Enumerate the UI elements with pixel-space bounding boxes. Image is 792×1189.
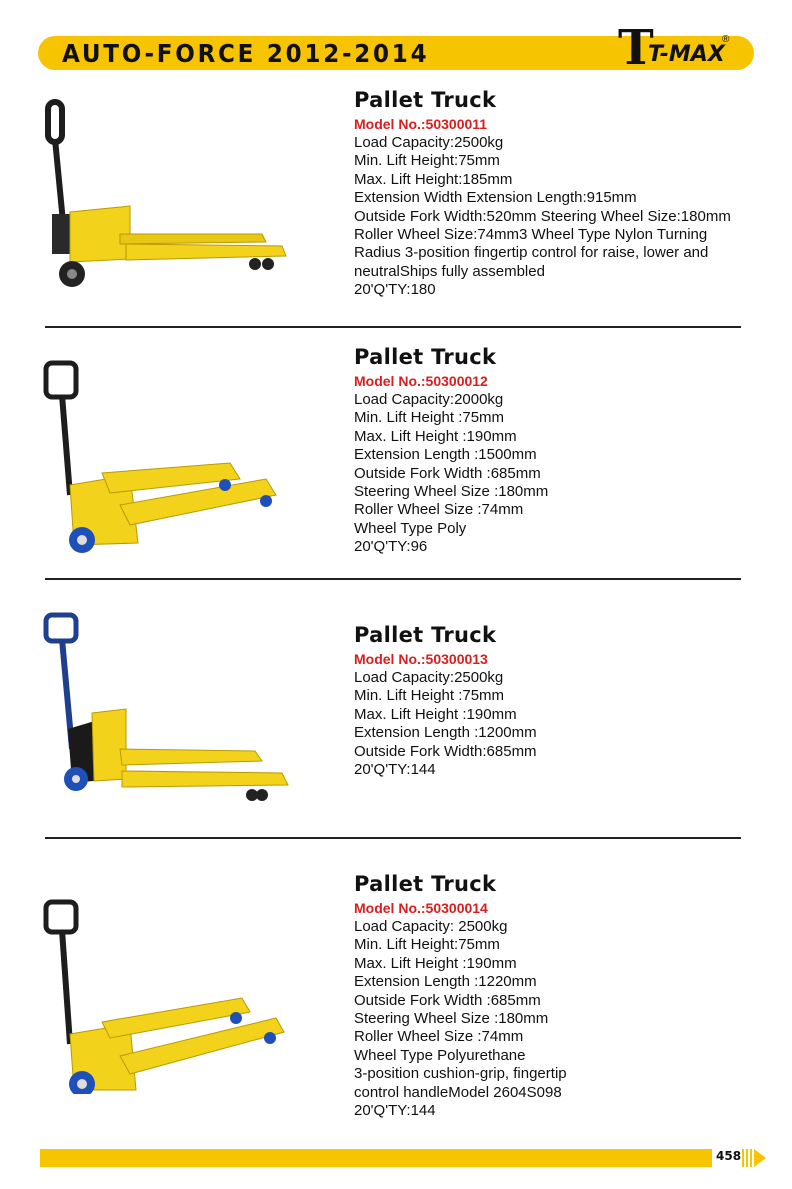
product-info xyxy=(354,345,548,557)
product-title: Pallet Truck xyxy=(354,345,497,369)
pallet-truck-image xyxy=(30,609,300,809)
spec-line: Max. Lift Height :190mm xyxy=(354,427,517,445)
spec-line: 20'Q'TY:144 xyxy=(354,761,436,779)
brand-logo xyxy=(618,20,738,76)
section-divider xyxy=(45,326,741,328)
product-title: Pallet Truck xyxy=(354,88,497,112)
spec-line: Max. Lift Height:185mm xyxy=(354,170,513,188)
model-number: Model No.:50300011 xyxy=(354,116,488,132)
model-number: Model No.:50300012 xyxy=(354,373,488,389)
spec-line: Radius 3-position fingertip control for raise, lower and xyxy=(354,244,709,262)
spec-line: Load Capacity:2500kg xyxy=(354,669,504,686)
pallet-truck-image xyxy=(30,94,300,294)
registered-mark: ® xyxy=(722,34,730,45)
product-info xyxy=(354,88,731,300)
spec-line: Min. Lift Height:75mm xyxy=(354,152,500,170)
spec-line: Extension Length :1500mm xyxy=(354,446,537,464)
spec-line: Outside Fork Width:520mm Steering Wheel Size:180mm xyxy=(354,207,731,225)
product-title: Pallet Truck xyxy=(354,872,497,896)
spec-line: Extension Length :1200mm xyxy=(354,724,537,742)
page-arrow-icon xyxy=(742,1149,768,1167)
spec-line: neutralShips fully assembled xyxy=(354,262,545,280)
spec-line: Roller Wheel Size:74mm3 Wheel Type Nylon Turning xyxy=(354,226,708,244)
spec-line: Steering Wheel Size :180mm xyxy=(354,1010,549,1028)
pallet-truck-image xyxy=(30,894,300,1094)
spec-line: Outside Fork Width:685mm xyxy=(354,742,537,760)
spec-line: Steering Wheel Size :180mm xyxy=(354,483,549,501)
page-number: 458 xyxy=(716,1149,742,1163)
spec-line: Roller Wheel Size :74mm xyxy=(354,501,524,519)
spec-line: Max. Lift Height :190mm xyxy=(354,954,517,972)
product-title: Pallet Truck xyxy=(354,623,497,647)
spec-line: Min. Lift Height :75mm xyxy=(354,687,505,705)
spec-line: 20'Q'TY:96 xyxy=(354,538,428,556)
spec-line: Load Capacity:2500kg xyxy=(354,134,504,151)
logo-text: T-MAX xyxy=(648,42,725,67)
pallet-truck-image xyxy=(30,355,300,555)
model-number: Model No.:50300013 xyxy=(354,651,488,667)
product-info xyxy=(354,623,537,779)
footer-bar xyxy=(40,1149,712,1167)
spec-line: Outside Fork Width :685mm xyxy=(354,464,541,482)
section-divider xyxy=(45,578,741,580)
spec-line: 20'Q'TY:144 xyxy=(354,1102,436,1120)
spec-line: Min. Lift Height:75mm xyxy=(354,936,500,954)
spec-line: 3-position cushion-grip, fingertip xyxy=(354,1065,567,1083)
logo-t-glyph: T xyxy=(618,20,654,76)
spec-line: Max. Lift Height :190mm xyxy=(354,705,517,723)
spec-line: Extension Length :1220mm xyxy=(354,973,537,991)
product-info xyxy=(354,872,567,1120)
section-divider xyxy=(45,837,741,839)
spec-line: Load Capacity:2000kg xyxy=(354,391,504,408)
spec-line: Wheel Type Poly xyxy=(354,519,467,537)
spec-line: Extension Width Extension Length:915mm xyxy=(354,189,637,207)
spec-line: 20'Q'TY:180 xyxy=(354,281,436,299)
spec-line: Roller Wheel Size :74mm xyxy=(354,1028,524,1046)
spec-line: control handleModel 2604S098 xyxy=(354,1083,562,1101)
model-number: Model No.:50300014 xyxy=(354,900,488,916)
catalog-title: AUTO-FORCE 2012-2014 xyxy=(62,39,430,68)
spec-line: Outside Fork Width :685mm xyxy=(354,991,541,1009)
spec-line: Load Capacity: 2500kg xyxy=(354,918,508,935)
spec-line: Min. Lift Height :75mm xyxy=(354,409,505,427)
spec-line: Wheel Type Polyurethane xyxy=(354,1046,526,1064)
